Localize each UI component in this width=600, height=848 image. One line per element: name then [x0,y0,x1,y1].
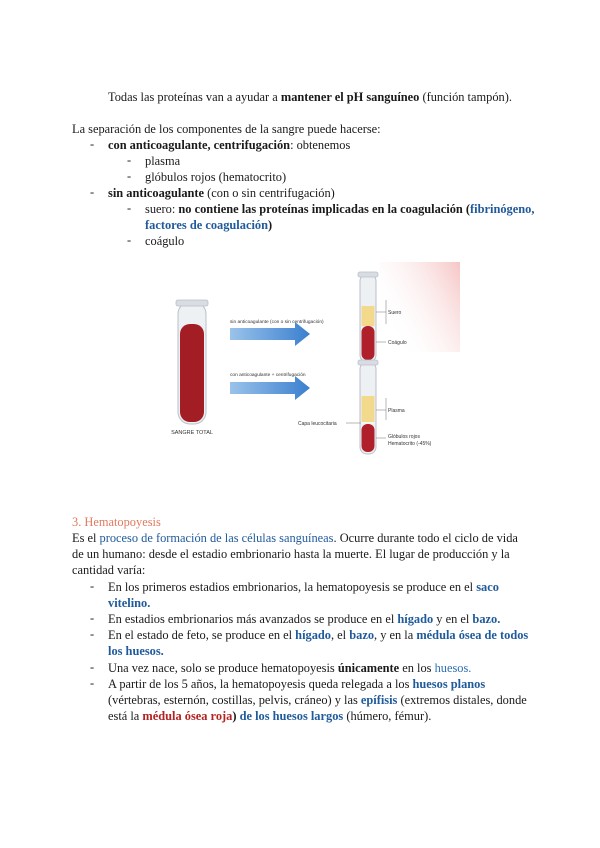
i5-l2b: (extremos distales, donde [397,693,527,707]
i5-red: médula ósea roja [142,709,233,723]
i1-blue1: saco [476,580,499,594]
sin-post: (con o sin centrifugación) [204,186,335,200]
item5-line3 [108,708,431,724]
item5-line2 [108,692,527,708]
blood-separation-figure [150,262,460,462]
i4-pre: Una vez nace, solo se produce hematopoyesis [108,661,338,675]
label-suero: Suero [388,310,402,316]
suero-item-cont [145,217,272,233]
bullet-dash: - [90,185,95,199]
i3-pre: En el estado de feto, se produce en el [108,628,296,642]
section-p1 [72,530,518,546]
intro-post: (función tampón). [419,90,512,104]
section-heading: 3. Hematopoyesis [72,515,161,529]
i5-blue2: epífisis [360,693,398,707]
bullet-dash: - [90,579,95,593]
item5 [108,676,485,692]
label-capa-leucocitaria: Capa leucocitaria [298,421,337,427]
i5-l3a: está la [108,709,143,723]
item1-cont [108,595,150,611]
tube-serum-clot [358,272,378,362]
suero-item [145,201,534,217]
bullet-dash: - [90,627,95,641]
i3-b2: bazo [349,628,375,642]
i4-bold: únicamente [337,661,400,675]
i2-blue1: hígado [397,612,434,626]
bullet-dash: - [127,233,132,247]
anti-item [108,137,350,153]
p1-pre: Es el [72,531,100,545]
corner-gradient [380,262,460,352]
bullet-dash: - [127,201,132,215]
i3-b1: hígado [295,628,331,642]
intro-bold: mantener el pH sanguíneo [280,90,420,104]
i5-l3c: (húmero, fémur). [343,709,432,723]
sin-item [108,185,335,201]
i2-mid: y en el [433,612,473,626]
item2 [108,611,500,627]
p1-blue: proceso de formación de las células sanguíneas [99,531,334,545]
arrow-top-icon [230,322,310,346]
item1 [108,579,499,595]
arrow-top-label: sin anticoagulante (con o sin centrifugación) [230,320,324,325]
bullet-dash: - [90,611,95,625]
bullet-dash: - [90,676,95,690]
label-hematocrito: Hematocrito (-45%) [388,441,432,447]
section-p2: de un humano: desde el estadio embrionario hasta la muerte. El lugar de producción y la [72,547,510,561]
sin-bold: sin anticoagulante [108,186,205,200]
bullet-dash: - [127,153,132,167]
item3-cont [108,643,164,659]
section-p3: cantidad varía: [72,563,146,577]
i1-blue2: vitelino. [108,596,151,610]
i3-c2: , y en la [374,628,417,642]
tube-whole-blood [176,300,208,424]
bullet-dash: - [127,169,132,183]
suero-blue1: fibrinógeno, [470,202,535,216]
label-plasma: Plasma [388,408,405,414]
tube-plasma-cells [358,360,378,454]
label-globulos: Glóbulos rojos [388,434,420,440]
label-coagulo: Coágulo [388,340,407,346]
label-sangre-total: SANGRE TOTAL [171,430,213,436]
i5-blue3: de los huesos largos [239,709,344,723]
intro-line [108,89,512,105]
i2-blue2: bazo. [472,612,501,626]
i2-pre: En estadios embrionarios más avanzados se produce en el [108,612,398,626]
arrow-bottom-icon [230,376,310,400]
bullet-dash: - [90,137,95,151]
i5-blue: huesos planos [412,677,486,691]
anti-bold: con anticoagulante, centrifugación [108,138,291,152]
suero-pre: suero: [145,202,179,216]
p1-post: . Ocurre durante todo el ciclo de vida [333,531,518,545]
i5-l3b: ) [232,709,240,723]
suero-blue2: factores de coagulación [145,218,268,232]
coagulo-item: coágulo [145,234,185,248]
i3-c1: , el [330,628,350,642]
anti-subitem-globulos: glóbulos rojos (hematocrito) [145,170,287,184]
i4-blue: huesos. [434,661,472,675]
anti-subitem-plasma: plasma [145,154,181,168]
i3-b4: los huesos. [108,644,164,658]
bullet-dash: - [90,660,95,674]
suero-bold: no contiene las proteínas implicadas en la coagulación ( [178,202,471,216]
item4 [108,660,471,676]
i3-b3: médula ósea de todos [416,628,529,642]
i5-pre: A partir de los 5 años, la hematopoyesis queda relegada a los [108,677,413,691]
arrow-bottom-label: con anticoagulante + centrifugación [230,373,306,378]
i5-l2: (vértebras, esternón, costillas, pelvis, cráneo) y las [108,693,361,707]
separation-title: La separación de los componentes de la sangre puede hacerse: [72,122,381,136]
suero-close: ) [267,218,273,232]
item3 [108,627,528,643]
intro-text: Todas las proteínas van a ayudar a [108,90,281,104]
anti-post: : obtenemos [290,138,351,152]
i1-pre: En los primeros estadios embrionarios, la hematopoyesis se produce en el [108,580,477,594]
i4-mid: en los [399,661,435,675]
